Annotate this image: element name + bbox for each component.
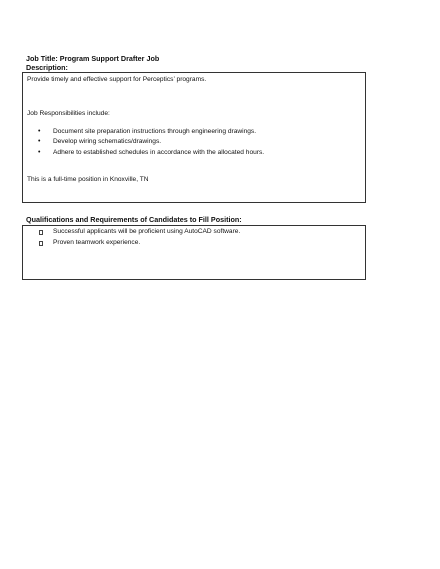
bullet-dot-icon: • xyxy=(38,138,41,145)
bullet-dot-icon: • xyxy=(38,149,41,156)
qualifications-box xyxy=(22,225,366,280)
qualification-item: Proven teamwork experience. xyxy=(53,239,141,246)
responsibility-item: Adhere to established schedules in accordance with the allocated hours. xyxy=(53,149,265,156)
checkbox-icon xyxy=(39,230,43,235)
responsibilities-heading: Job Responsibilities include: xyxy=(27,110,110,117)
qualifications-heading: Qualifications and Requirements of Candidates to Fill Position: xyxy=(26,215,242,224)
checkbox-icon xyxy=(39,241,43,246)
description-box xyxy=(22,72,366,203)
description-heading: Description: xyxy=(26,63,68,72)
position-note: This is a full-time position in Knoxville, TN xyxy=(27,176,149,183)
responsibility-item: Document site preparation instructions through engineering drawings. xyxy=(53,128,257,135)
responsibility-item: Develop wiring schematics/drawings. xyxy=(53,138,162,145)
job-title-heading: Job Title: Program Support Drafter Job xyxy=(26,54,160,63)
description-intro: Provide timely and effective support for Perceptics’ programs. xyxy=(27,76,207,83)
bullet-dot-icon: • xyxy=(38,128,41,135)
qualification-item: Successful applicants will be proficient using AutoCAD software. xyxy=(53,228,241,235)
